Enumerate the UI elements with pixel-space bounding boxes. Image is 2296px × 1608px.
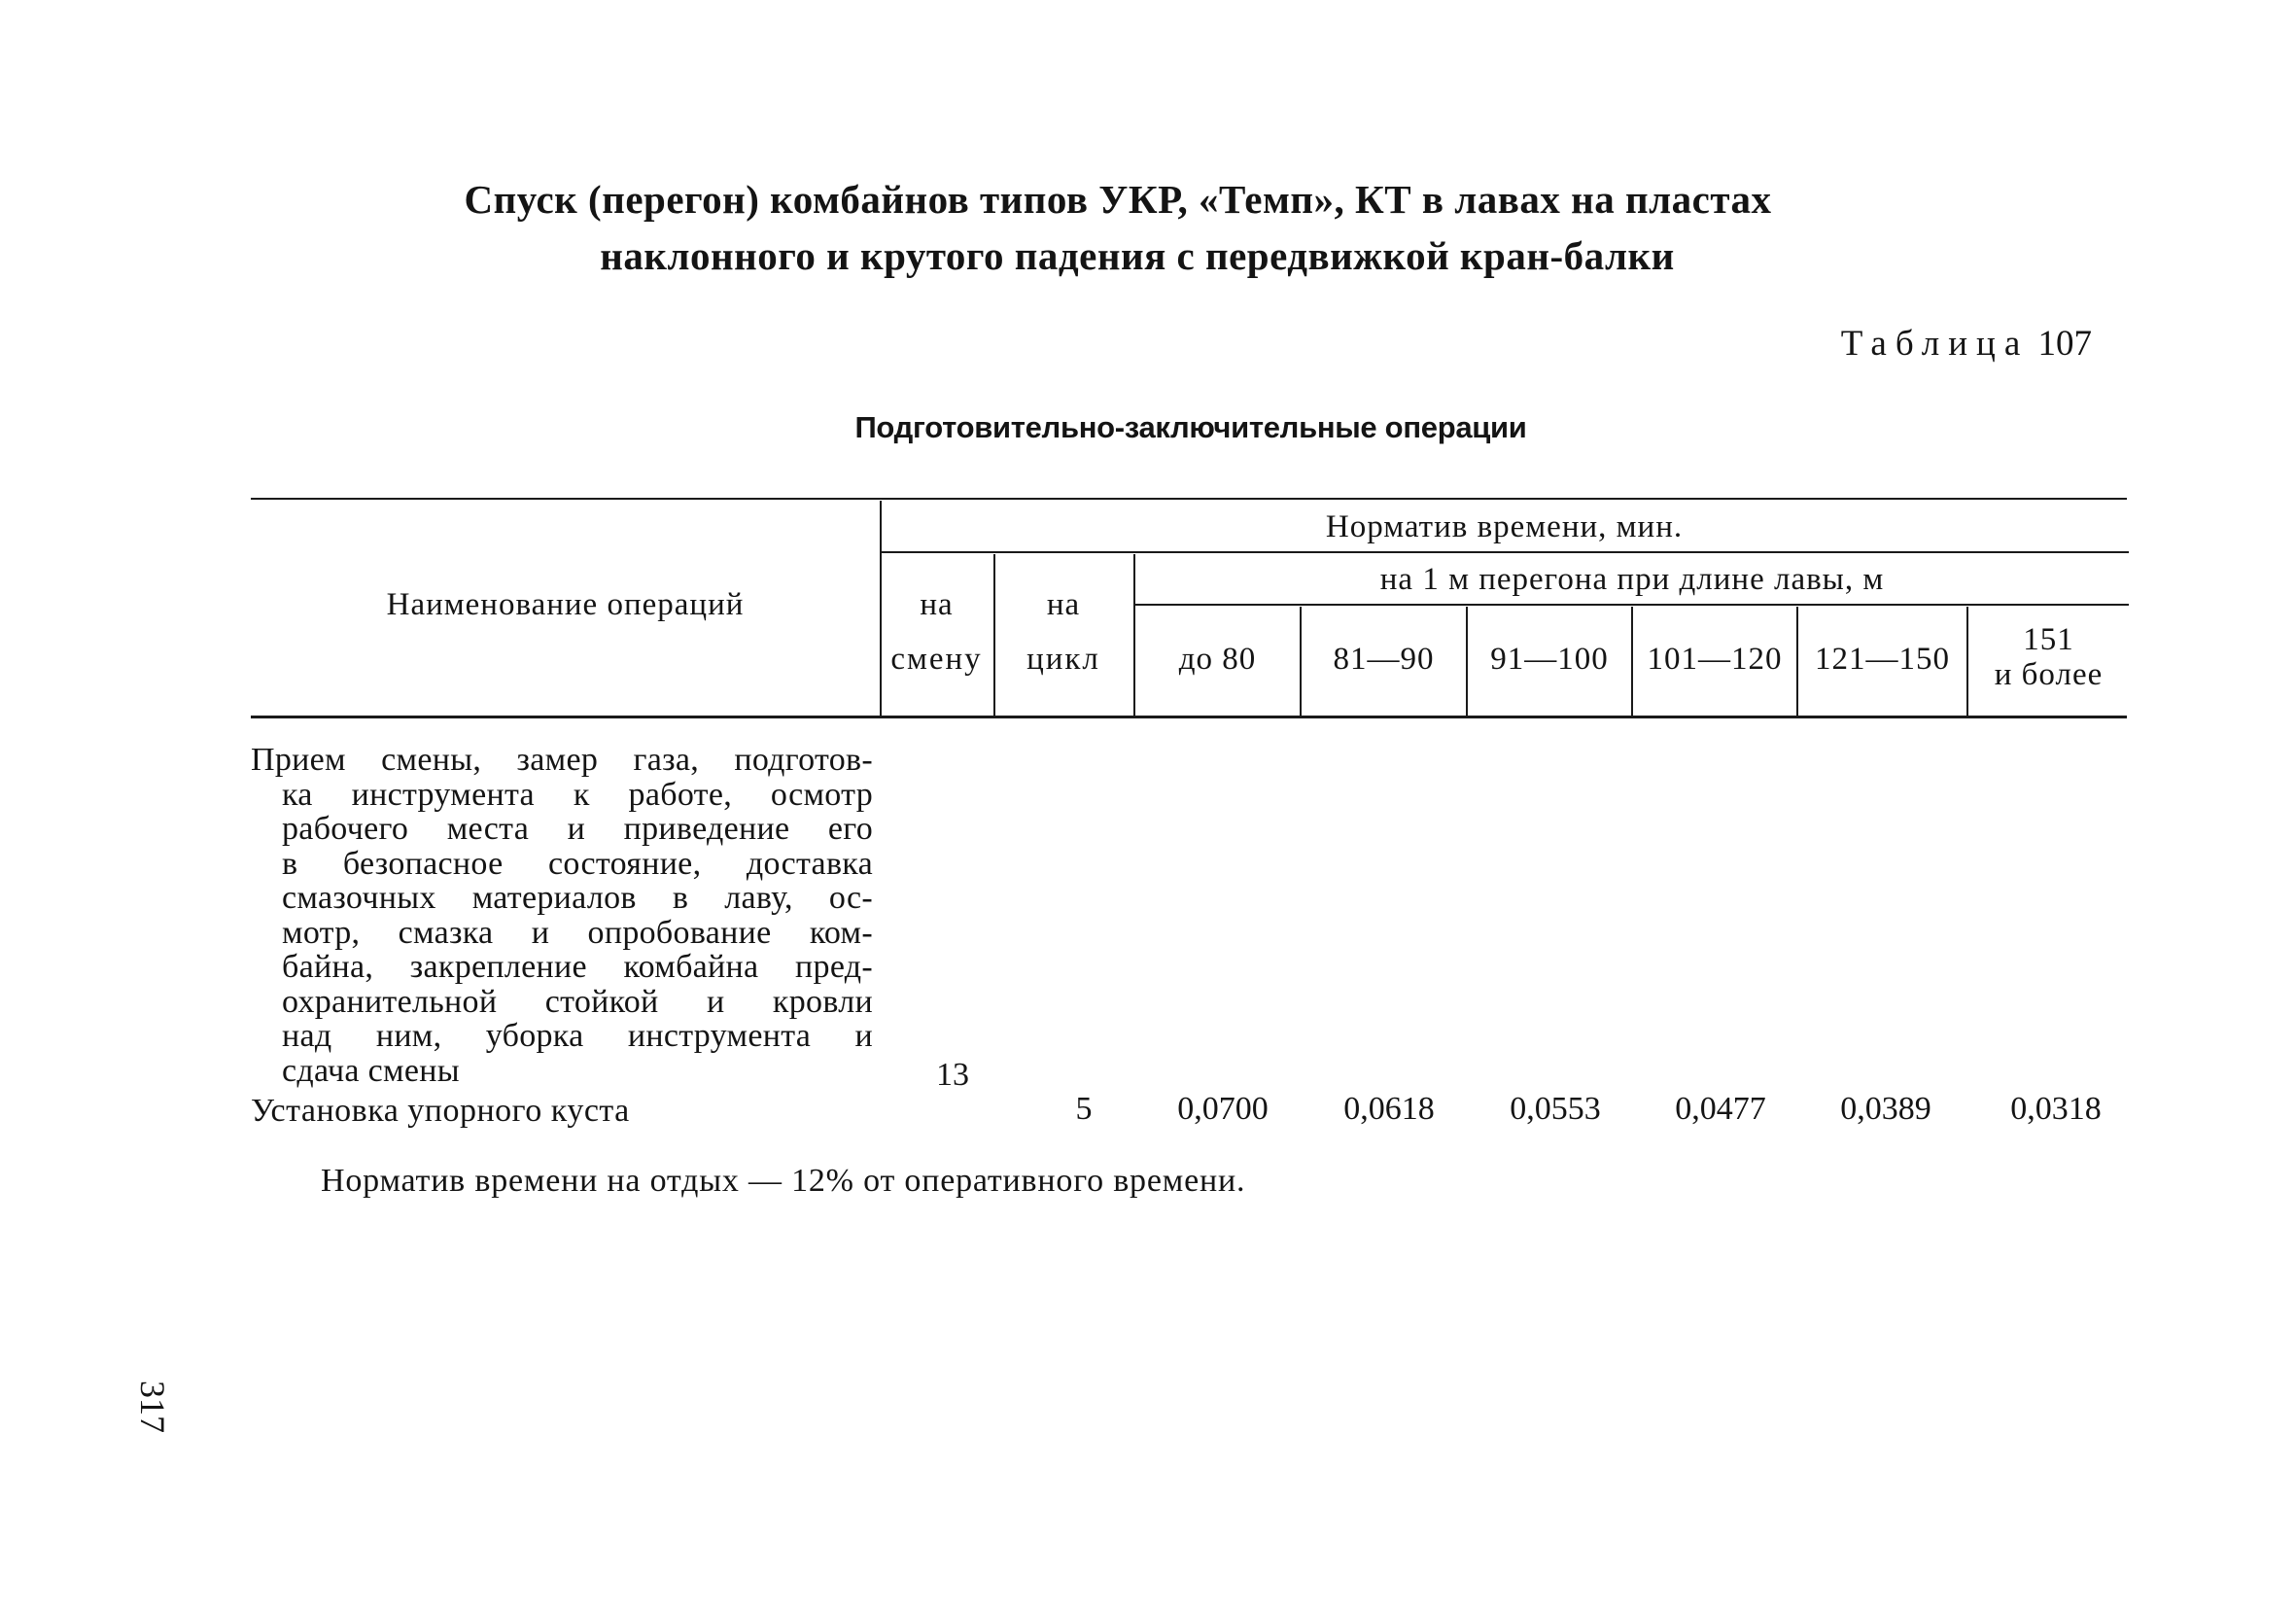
- op1-line: рабочего места и приведение его: [282, 811, 873, 847]
- header-length-col-4: 101—120: [1647, 642, 1783, 677]
- op1-line: охранительной стойкой и кровли: [282, 983, 873, 1020]
- table-label-word: Таблица: [1840, 324, 2030, 364]
- op2-value: 0,0618: [1343, 1091, 1435, 1127]
- header-norm-group: Норматив времени, мин.: [1325, 509, 1684, 544]
- norm-group-rule: [880, 551, 2129, 553]
- op2-value: 0,0700: [1177, 1091, 1269, 1127]
- title-line-1: Спуск (перегон) комбайнов типов УКР, «Темп», КТ в лавах на пластах: [464, 177, 1772, 222]
- header-name-col: Наименование операций: [386, 587, 745, 622]
- table-row-operation-1: [251, 743, 873, 1088]
- table-row-operation-2: Установка упорного куста: [251, 1093, 630, 1129]
- header-per-shift-1: на: [920, 587, 954, 622]
- op1-line: ка инструмента к работе, осмотр: [282, 776, 873, 813]
- op1-line: сдача смены: [282, 1052, 460, 1089]
- op2-value: 0,0389: [1840, 1091, 1931, 1127]
- op1-line: мотр, смазка и опробование ком-: [282, 914, 873, 951]
- section-subtitle: Подготовительно-заключительные операции: [854, 410, 1527, 444]
- op2-value: 0,0477: [1675, 1091, 1766, 1127]
- op1-line: в безопасное состояние, доставка: [282, 845, 873, 882]
- table-label: [1841, 323, 2092, 365]
- page-title: [292, 171, 1964, 284]
- op1-line: Прием смены, замер газа, подготов-: [251, 742, 873, 778]
- header-length-col-3: 91—100: [1490, 642, 1609, 677]
- per-meter-group-rule: [1135, 604, 2129, 606]
- header-per-shift-2: смену: [890, 642, 983, 677]
- header-per-cycle-1: на: [1046, 587, 1081, 622]
- header-length-col-6b: и более: [1994, 657, 2104, 692]
- op2-value: 0,0553: [1510, 1091, 1601, 1127]
- header-length-col-2: 81—90: [1333, 642, 1435, 677]
- op1-line: смазочных материалов в лаву, ос-: [282, 880, 873, 916]
- header-per-cycle-2: цикл: [1026, 642, 1100, 677]
- op1-line: над ним, уборка инструмента и: [282, 1018, 873, 1054]
- table-top-rule: [251, 498, 2127, 500]
- page-number: 317: [133, 1381, 172, 1433]
- op2-value: 0,0318: [2010, 1091, 2102, 1127]
- table-label-number: 107: [2037, 324, 2092, 364]
- table-header-bottom-rule: [251, 716, 2127, 718]
- header-per-meter-group: на 1 м перегона при длине лавы, м: [1379, 562, 1885, 597]
- title-line-2: наклонного и крутого падения с передвижкой кран-балки: [600, 233, 1675, 278]
- op1-per-shift: 13: [936, 1057, 969, 1093]
- op1-line: байна, закрепление комбайна пред-: [282, 949, 873, 985]
- header-length-col-1: до 80: [1178, 642, 1257, 677]
- op2-per-cycle: 5: [1075, 1091, 1093, 1127]
- header-length-col-5: 121—150: [1815, 642, 1950, 677]
- footnote: Норматив времени на отдых — 12% от оперативного времени.: [321, 1163, 1246, 1199]
- col-divider-shift: [993, 554, 995, 717]
- header-length-col-6a: 151: [2023, 622, 2074, 657]
